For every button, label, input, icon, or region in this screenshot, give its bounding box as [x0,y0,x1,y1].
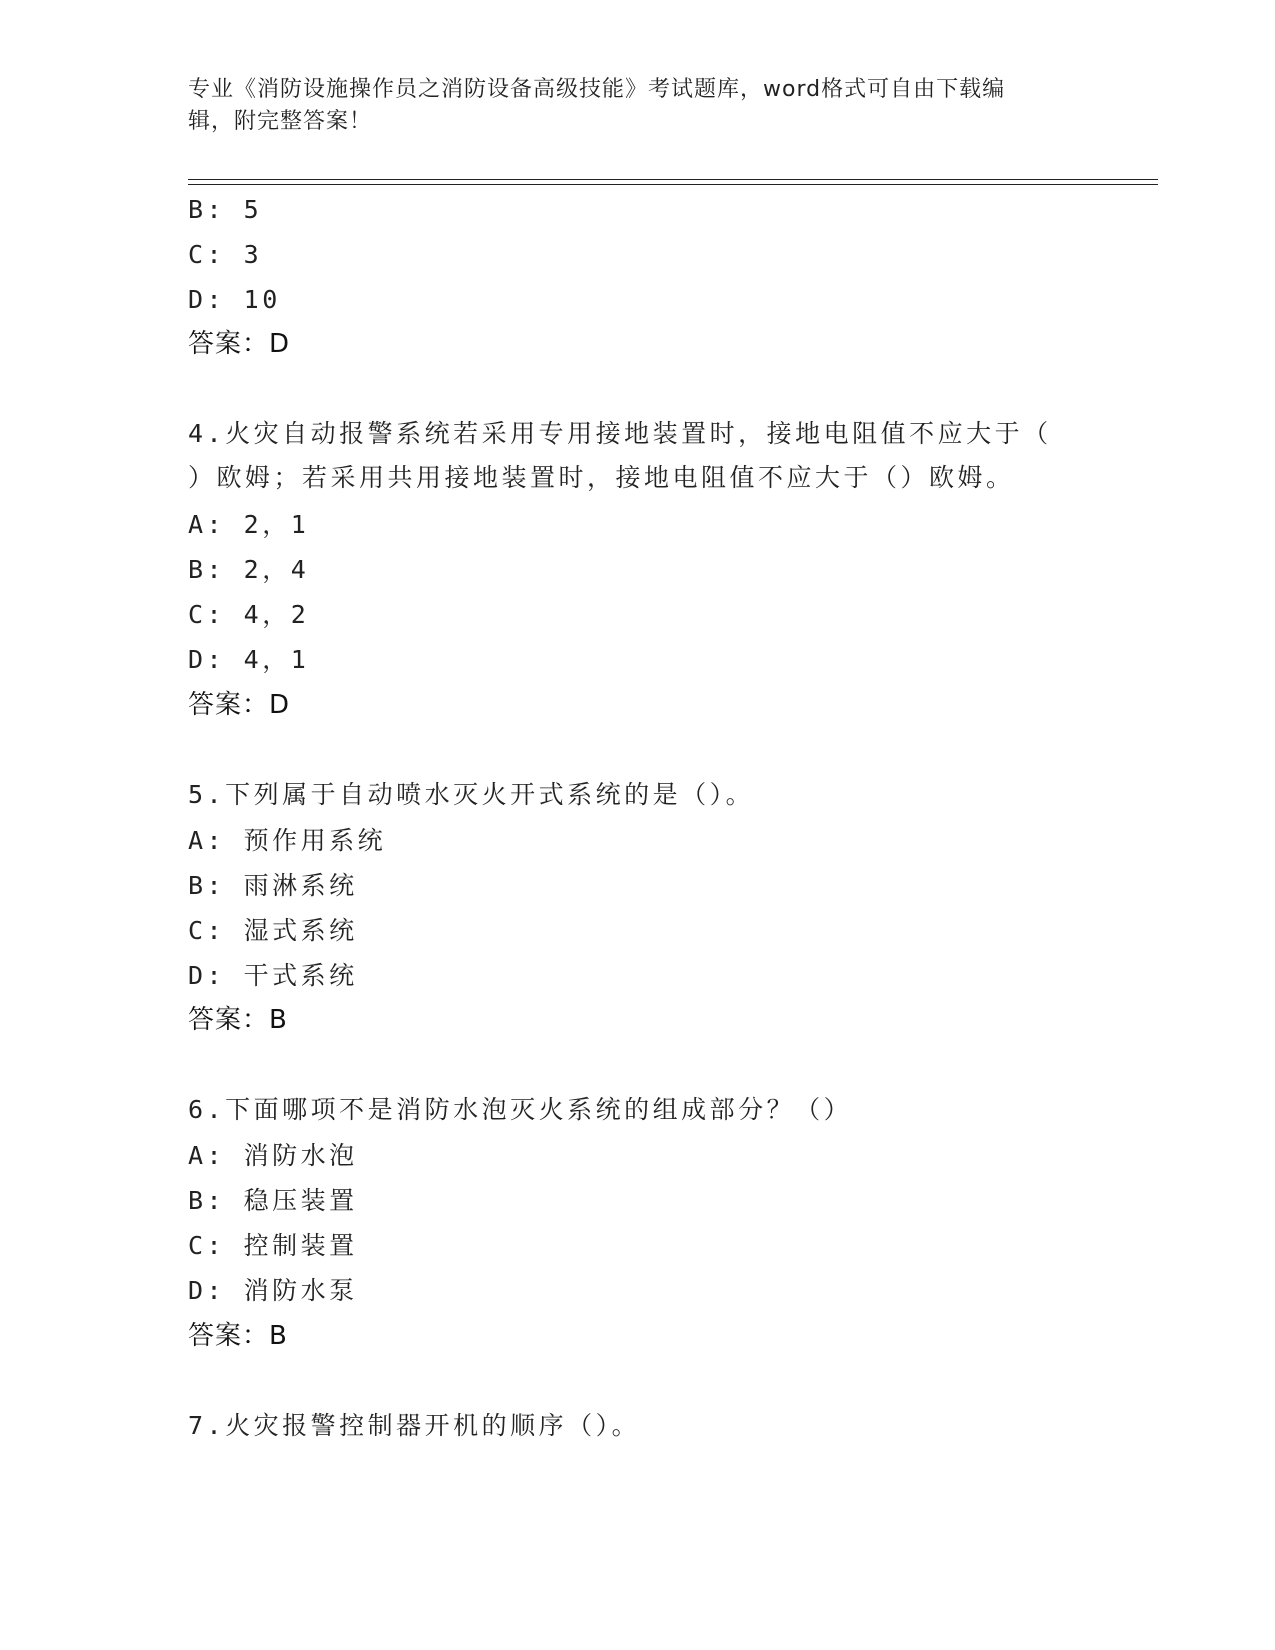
q5-option-a: A: 预作用系统 [188,826,387,855]
q6-answer: 答案：B [188,1321,288,1351]
q6-option-b: B: 稳压装置 [188,1186,358,1215]
q4-option-d: D: 4，1 [188,645,310,674]
q4-option-a: A: 2，1 [188,510,310,539]
q7-question: 7.火灾报警控制器开机的顺序（）。 [188,1411,641,1440]
q4-question-line-2: ）欧姆；若采用共用接地装置时，接地电阻值不应大于（）欧姆。 [188,463,1015,492]
header-line-1: 专业《消防设施操作员之消防设备高级技能》考试题库，word格式可自由下载编 [188,77,1006,102]
q4-question-line-1: 4.火灾自动报警系统若采用专用接地装置时，接地电阻值不应大于（ [188,419,1052,448]
q6-option-c: C: 控制装置 [188,1231,358,1260]
q5-answer: 答案：B [188,1005,288,1035]
q4-option-b: B: 2，4 [188,555,310,584]
q5-option-c: C: 湿式系统 [188,916,358,945]
q6-option-d: D: 消防水泵 [188,1276,358,1305]
q3-answer: 答案：D [188,329,291,359]
q6-question: 6.下面哪项不是消防水泡灭火系统的组成部分？（） [188,1095,853,1124]
q3-option-d: D: 10 [188,285,281,314]
q4-option-c: C: 4，2 [188,600,310,629]
q4-answer: 答案：D [188,690,291,720]
q5-option-b: B: 雨淋系统 [188,871,358,900]
document-header [188,74,1088,138]
q3-option-b: B: 5 [188,195,263,224]
header-line-2: 辑，附完整答案！ [188,109,373,134]
q5-option-d: D: 干式系统 [188,961,358,990]
q3-option-c: C: 3 [188,240,263,269]
q6-option-a: A: 消防水泡 [188,1141,358,1170]
q5-question: 5.下列属于自动喷水灭火开式系统的是（）。 [188,780,755,809]
header-divider-top [188,179,1158,180]
header-divider-bottom [188,184,1158,185]
